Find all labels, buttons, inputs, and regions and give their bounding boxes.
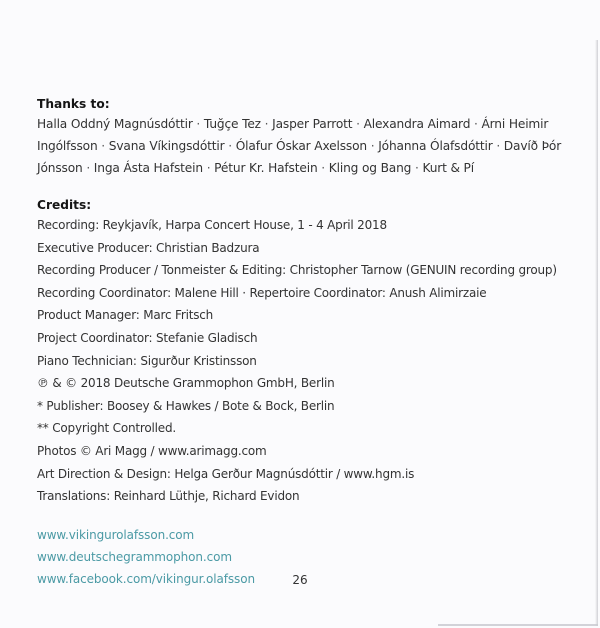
thanks-name: Alexandra Aimard: [363, 117, 471, 131]
credit-project-coordinator: Project Coordinator: Stefanie Gladisch: [37, 330, 258, 345]
thanks-name: Davíð Þór Jónsson: [37, 139, 562, 175]
name-separator: ·: [202, 161, 215, 175]
thanks-name: Kurt & Pí: [422, 161, 474, 175]
credit-piano-technician: Piano Technician: Sigurður Kristinsson: [37, 353, 257, 368]
thanks-name: Árni Heimir Ingólfsson: [37, 117, 549, 153]
credit-executive-producer: Executive Producer: Christian Badzura: [37, 240, 260, 255]
name-separator: ·: [411, 161, 423, 175]
thanks-name: Jasper Parrott: [272, 117, 353, 131]
page-edge-shadow: [595, 40, 598, 626]
credit-copyright-controlled: ** Copyright Controlled.: [37, 421, 176, 436]
name-separator: ·: [470, 117, 482, 131]
thanks-name: Jóhanna Ólafsdóttir: [378, 139, 493, 153]
thanks-name: Halla Oddný Magnúsdóttir: [37, 117, 193, 131]
credit-product-manager: Product Manager: Marc Fritsch: [37, 308, 214, 323]
booklet-page-content: [37, 95, 567, 590]
credit-copyright: ℗ & © 2018 Deutsche Grammophon GmbH, Berlin: [37, 376, 335, 391]
thanks-heading: Thanks to:: [37, 97, 110, 111]
page-number: 26: [292, 573, 308, 587]
link-deutsche-grammophon[interactable]: www.deutschegrammophon.com: [37, 549, 232, 564]
credit-publisher: * Publisher: Boosey & Hawkes / Bote & Bock, Berlin: [37, 398, 335, 413]
thanks-name: Pétur Kr. Hafstein: [214, 161, 318, 175]
thanks-name: Inga Ásta Hafstein: [93, 161, 203, 175]
name-separator: ·: [224, 139, 236, 153]
thanks-name: Svana Víkingsdóttir: [108, 139, 225, 153]
name-separator: ·: [97, 139, 109, 153]
link-facebook[interactable]: www.facebook.com/vikingur.olafsson: [37, 572, 255, 587]
credits-heading: Credits:: [37, 198, 92, 212]
credit-translations: Translations: Reinhard Lüthje, Richard Evidon: [37, 489, 300, 504]
link-vikingur-website[interactable]: www.vikingurolafsson.com: [37, 527, 195, 542]
name-separator: ·: [352, 117, 364, 131]
name-separator: ·: [492, 139, 504, 153]
credit-photos: Photos © Ari Magg / www.arimagg.com: [37, 443, 267, 458]
credits-list: [37, 214, 567, 508]
name-separator: ·: [367, 139, 379, 153]
credit-recording-coordinator: Recording Coordinator: Malene Hill · Repertoire Coordinator: Anush Alimirzaie: [37, 285, 487, 300]
name-separator: ·: [82, 161, 94, 175]
credit-recording-producer: Recording Producer / Tonmeister & Editing: Christopher Tarnow (GENUIN recording group): [37, 263, 557, 278]
name-separator: ·: [192, 117, 204, 131]
thanks-name: Ólafur Óskar Axelsson: [235, 139, 367, 153]
credit-recording: Recording: Reykjavík, Harpa Concert House, 1 - 4 April 2018: [37, 218, 387, 232]
thanks-name: Kling og Bang: [328, 161, 412, 175]
thanks-name: Tuğçe Tez: [203, 117, 261, 131]
name-separator: ·: [260, 117, 273, 131]
page-edge-shadow-bottom: [438, 624, 598, 626]
credit-art-direction: Art Direction & Design: Helga Gerður Magnúsdóttir / www.hgm.is: [37, 466, 415, 481]
credits-section: [37, 196, 567, 508]
thanks-names-list: [37, 113, 567, 179]
name-separator: ·: [317, 161, 329, 175]
thanks-section: [37, 95, 567, 179]
